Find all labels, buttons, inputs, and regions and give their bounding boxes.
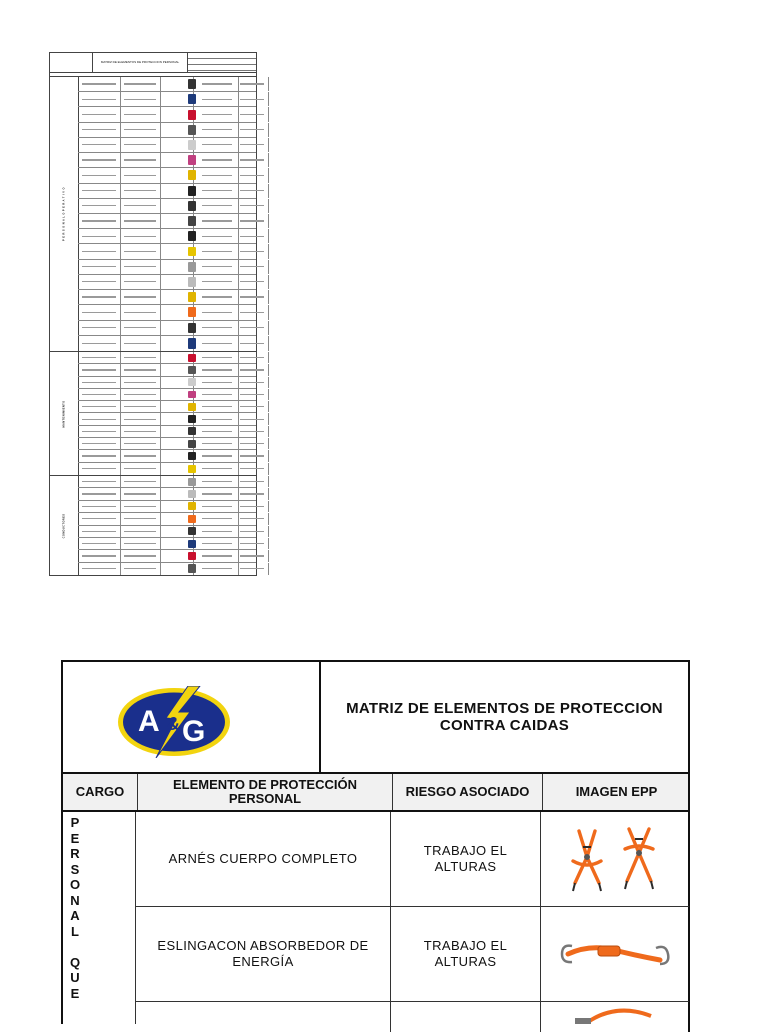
thumbnail-row xyxy=(78,138,256,153)
thumbnail-row xyxy=(78,336,256,351)
column-header-cargo: CARGO xyxy=(63,774,138,810)
thumbnail-epp-icon xyxy=(188,465,196,474)
document-title xyxy=(321,662,688,772)
document-thumbnail[interactable] xyxy=(49,52,257,538)
title-line-2: CONTRA CAIDAS xyxy=(439,717,570,734)
table-row xyxy=(136,812,690,907)
thumbnail-row xyxy=(78,526,256,538)
thumbnail-row xyxy=(78,275,256,290)
thumbnail-logo-cell xyxy=(50,53,93,72)
thumbnail-epp-icon xyxy=(188,540,196,548)
thumbnail-row xyxy=(78,389,256,401)
thumbnail-row xyxy=(78,290,256,305)
thumbnail-rows xyxy=(78,352,256,475)
thumbnail-epp-icon xyxy=(188,140,196,150)
table-row xyxy=(136,1002,690,1032)
thumbnail-row xyxy=(78,229,256,244)
thumbnail-epp-icon xyxy=(188,527,196,535)
thumbnail-row xyxy=(78,153,256,168)
thumbnail-epp-icon xyxy=(188,170,196,180)
thumbnail-row xyxy=(78,501,256,513)
thumbnail-epp-icon xyxy=(188,323,196,333)
column-header-riesgo: RIESGO ASOCIADO xyxy=(393,774,543,810)
thumbnail-row xyxy=(78,438,256,450)
thumbnail-row xyxy=(78,476,256,488)
thumbnail-row xyxy=(78,538,256,550)
thumbnail-code-cell xyxy=(187,53,256,72)
thumbnail-row xyxy=(78,77,256,92)
epp-image-cell xyxy=(541,907,688,1001)
thumbnail-epp-icon xyxy=(188,277,196,287)
thumbnail-epp-icon xyxy=(188,125,196,135)
thumbnail-row xyxy=(78,450,256,462)
epp-image-cell xyxy=(541,812,688,906)
thumbnail-epp-icon xyxy=(188,354,196,362)
thumbnail-row xyxy=(78,426,256,438)
thumbnail-rows xyxy=(78,77,256,351)
thumbnail-row xyxy=(78,488,256,500)
elemento-cell: ARNÉS CUERPO COMPLETO xyxy=(136,812,391,906)
table-header xyxy=(61,774,690,812)
thumbnail-epp-icon xyxy=(188,247,196,257)
thumbnail-row xyxy=(78,107,256,122)
riesgo-cell: TRABAJO EL ALTURAS xyxy=(391,812,541,906)
thumbnail-row xyxy=(78,550,256,562)
thumbnail-epp-icon xyxy=(188,415,196,423)
thumbnail-row xyxy=(78,463,256,475)
column-header-elemento: ELEMENTO DE PROTECCIÓN PERSONAL xyxy=(138,774,393,810)
elemento-cell xyxy=(136,1002,391,1032)
thumbnail-epp-icon xyxy=(188,427,196,435)
thumbnail-cargo-label: MANTENIMIENTO xyxy=(62,399,66,428)
thumbnail-row xyxy=(78,401,256,413)
thumbnail-row xyxy=(78,364,256,376)
connector-icon xyxy=(565,1002,665,1024)
thumbnail-epp-icon xyxy=(188,490,196,498)
thumbnail-epp-icon xyxy=(188,440,196,448)
thumbnail-row xyxy=(78,352,256,364)
thumbnail-row xyxy=(78,413,256,425)
svg-text:G: G xyxy=(182,715,206,748)
thumbnail-row xyxy=(78,199,256,214)
thumbnail-epp-icon xyxy=(188,307,196,317)
thumbnail-epp-icon xyxy=(188,262,196,272)
thumbnail-row xyxy=(78,184,256,199)
thumbnail-epp-icon xyxy=(188,216,196,226)
thumbnail-row xyxy=(78,92,256,107)
thumbnail-row xyxy=(78,260,256,275)
thumbnail-epp-icon xyxy=(188,552,196,560)
thumbnail-epp-icon xyxy=(188,478,196,486)
thumbnail-row xyxy=(78,214,256,229)
thumbnail-epp-icon xyxy=(188,564,196,573)
title-line-1: MATRIZ DE ELEMENTOS DE PROTECCION xyxy=(346,700,663,717)
thumbnail-epp-icon xyxy=(188,452,196,460)
thumbnail-epp-icon xyxy=(188,515,196,523)
thumbnail-row xyxy=(78,321,256,336)
thumbnail-epp-icon xyxy=(188,201,196,211)
thumbnail-section-conductores xyxy=(49,476,257,576)
table-row xyxy=(136,907,690,1002)
thumbnail-epp-icon xyxy=(188,403,196,411)
thumbnail-epp-icon xyxy=(188,338,196,349)
cargo-vertical-label: P E R S O N A L Q U E xyxy=(69,815,81,1001)
thumbnail-row xyxy=(78,244,256,259)
epp-image-cell xyxy=(541,1002,688,1032)
thumbnail-row xyxy=(78,377,256,389)
thumbnail-epp-icon xyxy=(188,110,196,120)
thumbnail-cargo-label: CONDUCTORES xyxy=(62,513,66,538)
riesgo-cell: TRABAJO EL ALTURAS xyxy=(391,907,541,1001)
thumbnail-title: MATRIZ DE ELEMENTOS DE PROTECCION PERSONAL xyxy=(100,60,180,64)
thumbnail-epp-icon xyxy=(188,391,196,399)
document-header xyxy=(61,660,690,774)
thumbnail-epp-icon xyxy=(188,79,196,89)
thumbnail-row xyxy=(78,168,256,183)
thumbnail-header xyxy=(49,52,257,73)
thumbnail-row xyxy=(78,305,256,320)
cargo-cell xyxy=(61,812,136,1024)
harness-icon xyxy=(565,823,665,895)
thumbnail-epp-icon xyxy=(188,231,196,241)
thumbnail-rows xyxy=(78,476,256,575)
thumbnail-section-mantenimiento xyxy=(49,352,257,476)
company-logo xyxy=(116,686,232,758)
thumbnail-epp-icon xyxy=(188,94,196,104)
column-header-imagen: IMAGEN EPP xyxy=(575,784,658,799)
svg-text:&: & xyxy=(167,714,180,734)
elemento-cell: ESLINGACON ABSORBEDOR DE ENERGÍA xyxy=(136,907,391,1001)
thumbnail-epp-icon xyxy=(188,186,196,196)
thumbnail-row xyxy=(78,513,256,525)
thumbnail-epp-icon xyxy=(188,502,196,510)
riesgo-cell xyxy=(391,1002,541,1032)
thumbnail-epp-icon xyxy=(188,366,196,374)
thumbnail-epp-icon xyxy=(188,378,196,386)
svg-text:A: A xyxy=(138,705,160,738)
logo-cell xyxy=(63,662,321,772)
thumbnail-row xyxy=(78,123,256,138)
thumbnail-section-operativo xyxy=(49,77,257,352)
thumbnail-row xyxy=(78,563,256,575)
thumbnail-epp-icon xyxy=(188,155,196,165)
thumbnail-epp-icon xyxy=(188,292,196,302)
lanyard-icon xyxy=(560,934,670,974)
document-page xyxy=(61,660,690,1024)
thumbnail-cargo-label: P E R S O N A L O P E R A T I V O xyxy=(62,187,66,241)
